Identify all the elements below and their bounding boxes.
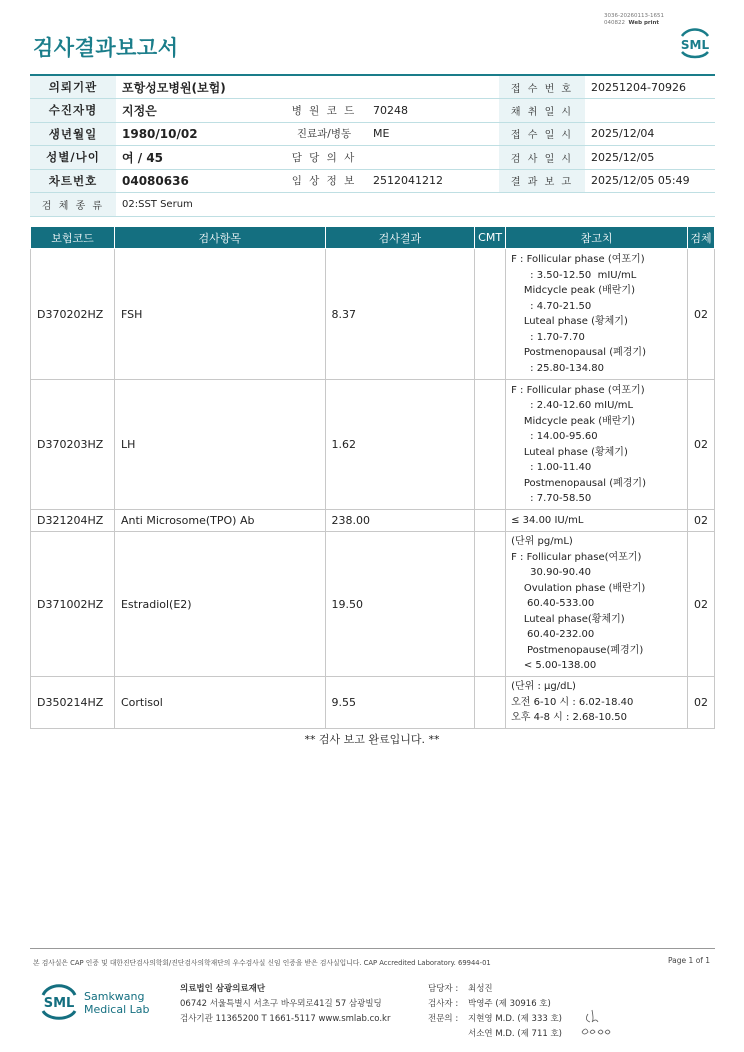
- info-row: [30, 193, 715, 217]
- staff-name: 지현영 M.D. (제 333 호): [468, 1014, 563, 1024]
- print-code-2: 040822: [604, 20, 625, 26]
- row-code: D370203HZ: [31, 380, 115, 510]
- dept-value: ME: [367, 122, 499, 146]
- brand-name: [84, 990, 150, 1016]
- info-row: [30, 146, 715, 170]
- row-specimen: 02: [687, 380, 714, 510]
- birth-value: 1980/10/02: [116, 122, 281, 146]
- row-cmt: [475, 380, 506, 510]
- footer-divider: [30, 948, 715, 949]
- specimen-value: 02:SST Serum: [116, 193, 715, 217]
- row-cmt: [475, 510, 506, 532]
- col-header-specimen: 검체: [687, 227, 714, 249]
- signature-mark-1: [586, 1010, 598, 1022]
- row-value: 9.55: [325, 677, 475, 729]
- dept-label: 진료과/병동: [281, 122, 367, 146]
- info-row: [30, 99, 715, 123]
- test-date-label: 검 사 일 시: [499, 146, 585, 170]
- brand-line-2: Medical Lab: [84, 1003, 150, 1016]
- staff-row: [428, 1012, 562, 1027]
- row-specimen: 02: [687, 677, 714, 729]
- org-contact: 검사기관 11365200 T 1661-5117 www.smlab.co.kr: [180, 1014, 391, 1024]
- print-code: 3036-20260113-1651: [604, 13, 664, 19]
- col-header-result: 검사결과: [325, 227, 475, 249]
- row-cmt: [475, 677, 506, 729]
- staff-name: 박영주 (제 30916 호): [468, 999, 551, 1009]
- table-row: [31, 677, 715, 729]
- chart-no-label: 차트번호: [30, 169, 116, 193]
- sex-age-label: 성별/나이: [30, 146, 116, 170]
- receipt-date-value: 2025/12/04: [585, 122, 715, 146]
- staff-row: [428, 997, 562, 1012]
- staff-role: 검사자 :: [428, 999, 459, 1009]
- info-row: [30, 75, 715, 99]
- org-info: [180, 982, 390, 1027]
- row-value: 1.62: [325, 380, 475, 510]
- col-header-reference: 참고치: [506, 227, 688, 249]
- logo-arc-top: [682, 29, 708, 36]
- report-complete-text: ** 검사 보고 완료입니다. **: [304, 733, 440, 746]
- receipt-no-label: 접 수 번 호: [499, 75, 585, 99]
- print-label: Web print: [628, 20, 660, 26]
- staff-name: 서소연 M.D. (제 711 호): [468, 1029, 563, 1039]
- logo-text: SML: [680, 38, 710, 52]
- row-cmt: [475, 249, 506, 380]
- test-date-value: 2025/12/05: [585, 146, 715, 170]
- birth-label: 생년월일: [30, 122, 116, 146]
- hospital-code-label: 병 원 코 드: [281, 99, 367, 123]
- report-date-value: 2025/12/05 05:49: [585, 169, 715, 193]
- row-item: FSH: [114, 249, 325, 380]
- staff-role: 전문의 :: [428, 1014, 459, 1024]
- row-reference: F : Follicular phase (여포기) : 3.50-12.50 mIU/mL Midcycle peak (배란기) : 4.70-21.50 Luteal phase (황체기) : 1.70-7.70 Postmenopausal (폐경기) : 25.80-134.80: [506, 249, 688, 380]
- page-number: Page 1 of 1: [668, 956, 711, 965]
- patient-name-value: 지정은: [116, 99, 281, 123]
- staff-info: [428, 982, 562, 1042]
- staff-row: [428, 982, 562, 997]
- specimen-label: 검 체 종 류: [30, 193, 116, 217]
- signature: [578, 1004, 618, 1040]
- sml-logo-bottom: [38, 980, 80, 1024]
- signature-mark-2: [582, 1029, 610, 1034]
- row-specimen: 02: [687, 249, 714, 380]
- row-value: 238.00: [325, 510, 475, 532]
- page-title: 검사결과보고서: [33, 36, 179, 60]
- org-address: 06742 서울특별시 서초구 바우뫼로41길 57 삼광빌딩: [180, 999, 382, 1009]
- staff-role: [428, 1027, 468, 1042]
- clinical-info-label: 임 상 정 보: [281, 169, 367, 193]
- staff-role: 담당자 :: [428, 984, 459, 994]
- row-item: Anti Microsome(TPO) Ab: [114, 510, 325, 532]
- row-value: 19.50: [325, 532, 475, 677]
- row-item: Estradiol(E2): [114, 532, 325, 677]
- col-header-code: 보험코드: [31, 227, 115, 249]
- row-item: LH: [114, 380, 325, 510]
- table-row: [31, 510, 715, 532]
- patient-name-label: 수진자명: [30, 99, 116, 123]
- info-row: [30, 122, 715, 146]
- brand-line-1: Samkwang: [84, 990, 145, 1003]
- row-reference: (단위 : μg/dL) 오전 6-10 시 : 6.02-18.40 오후 4-8 시 : 2.68-10.50: [506, 677, 688, 729]
- row-reference: (단위 pg/mL) F : Follicular phase(여포기) 30.90-90.40 Ovulation phase (배란기) 60.40-533.00 Luteal phase(황체기) 60.40-232.00 Postmenopause(폐경기) < 5.00-138.00: [506, 532, 688, 677]
- institution-label: 의뢰기관: [30, 75, 116, 99]
- logo-text: SML: [43, 996, 75, 1011]
- staff-name: 최성진: [468, 984, 493, 994]
- sml-logo: [676, 26, 714, 60]
- col-header-cmt: CMT: [475, 227, 506, 249]
- print-info: [604, 13, 664, 27]
- col-header-item: 검사항목: [114, 227, 325, 249]
- row-code: D321204HZ: [31, 510, 115, 532]
- staff-row: [428, 1027, 562, 1042]
- clinical-info-value: 2512041212: [367, 169, 499, 193]
- row-specimen: 02: [687, 510, 714, 532]
- logo-arc-top: [43, 986, 75, 995]
- info-row: [30, 169, 715, 193]
- collection-date-value: [585, 99, 715, 123]
- row-code: D350214HZ: [31, 677, 115, 729]
- table-row: [31, 532, 715, 677]
- row-specimen: 02: [687, 532, 714, 677]
- receipt-no-value: 20251204-70926: [585, 75, 715, 99]
- doctor-label: 담 당 의 사: [281, 146, 367, 170]
- row-code: D371002HZ: [31, 532, 115, 677]
- table-row: [31, 249, 715, 380]
- chart-no-value: 04080636: [116, 169, 281, 193]
- sex-age-value: 여 / 45: [116, 146, 281, 170]
- results-header-row: [31, 227, 715, 249]
- table-row: [31, 380, 715, 510]
- logo-arc-bottom: [682, 52, 708, 57]
- receipt-date-label: 접 수 일 시: [499, 122, 585, 146]
- report-date-label: 결 과 보 고: [499, 169, 585, 193]
- doctor-value: [367, 146, 499, 170]
- row-code: D370202HZ: [31, 249, 115, 380]
- row-reference: F : Follicular phase (여포기) : 2.40-12.60 mIU/mL Midcycle peak (배란기) : 14.00-95.60 Luteal phase (황체기) : 1.00-11.40 Postmenopausal (폐경기) : 7.70-58.50: [506, 380, 688, 510]
- row-cmt: [475, 532, 506, 677]
- row-value: 8.37: [325, 249, 475, 380]
- institution-value: 포항성모병원(보험): [116, 75, 499, 99]
- row-item: Cortisol: [114, 677, 325, 729]
- org-name: 의료법인 삼광의료재단: [180, 984, 266, 994]
- patient-info-table: [30, 74, 715, 217]
- logo-arc-bottom: [43, 1011, 75, 1018]
- collection-date-label: 채 취 일 시: [499, 99, 585, 123]
- row-reference: ≤ 34.00 IU/mL: [506, 510, 688, 532]
- results-table: [30, 226, 715, 729]
- hospital-code-value: 70248: [367, 99, 499, 123]
- accreditation-note: 본 검사실은 CAP 인증 및 대한진단검사의학회/진단검사의학재단의 우수검사실 신임 인증을 받은 검사실입니다. CAP Accredited Laboratory. 69944-01: [33, 959, 491, 967]
